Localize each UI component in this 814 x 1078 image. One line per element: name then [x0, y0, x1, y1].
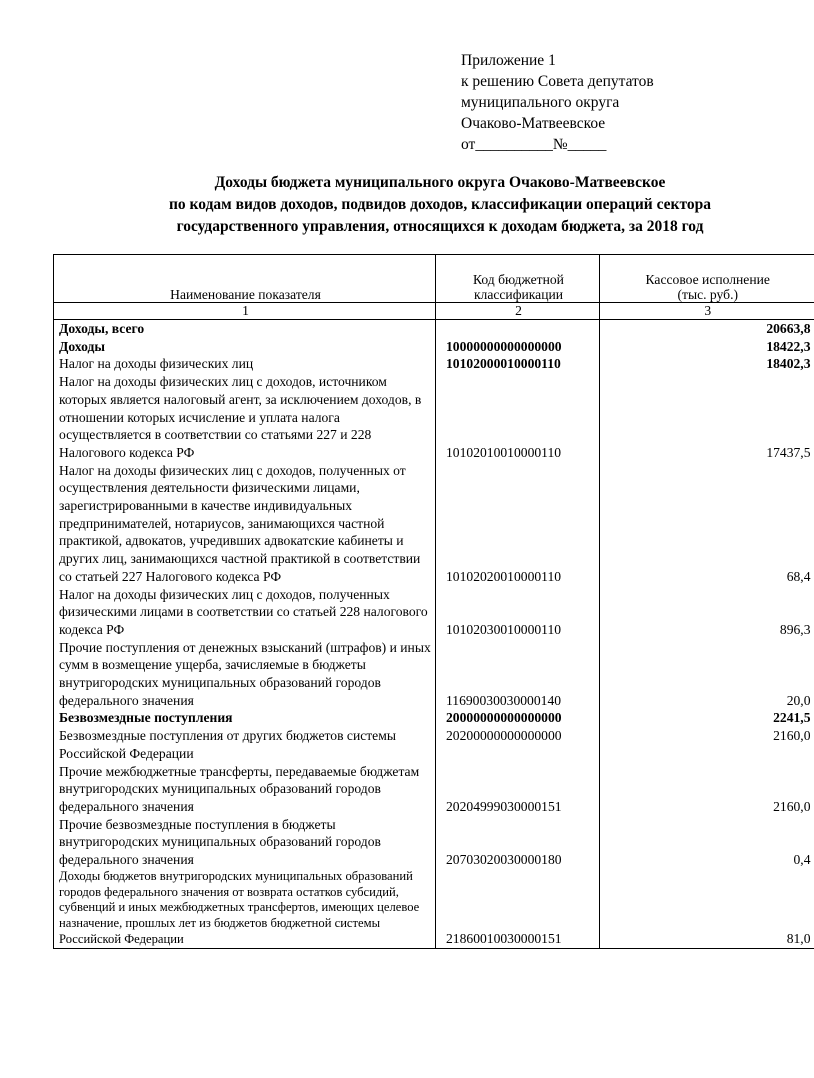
table-row: [54, 709, 814, 727]
row-code: [436, 320, 600, 338]
table-row: [54, 355, 814, 373]
row-code: 10102030010000110: [436, 586, 600, 639]
row-amount: 0,4: [600, 816, 814, 869]
table-row: [54, 639, 814, 710]
column-number-row: [54, 303, 814, 320]
column-number: 3: [600, 303, 814, 320]
title-line: по кодам видов доходов, подвидов доходов, классификации операций сектора: [168, 196, 711, 213]
row-amount: 2160,0: [600, 727, 814, 762]
document-title: [110, 172, 770, 238]
row-name: Налог на доходы физических лиц с доходов, полученных от осуществления деятельности физическими лицами, зарегистрированными в качестве индивидуальных предпринимателей, нотариусов, занимающихся частной практикой, адвокатов, учредивших адвокатские кабинеты и других лиц, занимающихся частной практикой в соответствии со статьей 227 Налогового кодекса РФ: [54, 462, 436, 586]
approval-line: муниципального округа: [461, 94, 620, 111]
row-amount: 18402,3: [600, 355, 814, 373]
approval-block: [461, 50, 654, 155]
column-number: 1: [54, 303, 436, 320]
table-row: [54, 586, 814, 639]
row-code: 20204999030000151: [436, 763, 600, 816]
table-row: [54, 763, 814, 816]
row-code: 10102010010000110: [436, 373, 600, 462]
row-name: Прочие межбюджетные трансферты, передаваемые бюджетам внутригородских муниципальных образований городов федерального значения: [54, 763, 436, 816]
row-name: Налог на доходы физических лиц с доходов, источником которых является налоговый агент, за исключением доходов, в отношении которых исчисление и уплата налога осуществляется в соответствии со статьями 227 и 228 Налогового кодекса РФ: [54, 373, 436, 462]
table-row: [54, 869, 814, 948]
header-code-line2: классификации: [473, 287, 564, 302]
table-row: [54, 338, 814, 356]
header-amount-line1: Кассовое исполнение: [645, 272, 770, 287]
table-row: [54, 816, 814, 869]
row-code: 10102020010000110: [436, 462, 600, 586]
row-name: Прочие поступления от денежных взысканий (штрафов) и иных сумм в возмещение ущерба, зачисляемые в бюджеты внутригородских муниципальных образований городов федерального значения: [54, 639, 436, 710]
title-line: государственного управления, относящихся к доходам бюджета, за 2018 год: [176, 218, 704, 235]
row-code: 20200000000000000: [436, 727, 600, 762]
income-table: [53, 254, 814, 949]
table-row: [54, 373, 814, 462]
title-line: Доходы бюджета муниципального округа Очаково-Матвеевское: [214, 174, 666, 191]
row-name: Налог на доходы физических лиц с доходов, полученных физическими лицами в соответствии со статьей 228 налогового кодекса РФ: [54, 586, 436, 639]
row-amount: 18422,3: [600, 338, 814, 356]
row-amount: 896,3: [600, 586, 814, 639]
row-amount: 20,0: [600, 639, 814, 710]
row-amount: 17437,5: [600, 373, 814, 462]
header-code-line1: Код бюджетной: [473, 272, 564, 287]
header-amount-line2: (тыс. руб.): [677, 287, 738, 302]
row-name: Доходы, всего: [54, 320, 436, 338]
row-code: 20703020030000180: [436, 816, 600, 869]
approval-line: Очаково-Матвеевское: [461, 115, 606, 132]
row-amount: 2160,0: [600, 763, 814, 816]
table-row: [54, 462, 814, 586]
header-amount: [600, 255, 814, 303]
row-code: 10102000010000110: [436, 355, 600, 373]
row-name: Налог на доходы физических лиц: [54, 355, 436, 373]
row-code: 21860010030000151: [436, 869, 600, 948]
row-amount: 20663,8: [600, 320, 814, 338]
table-header-row: [54, 255, 814, 303]
table-row: [54, 727, 814, 762]
approval-line: от__________№_____: [461, 136, 607, 153]
row-name: Прочие безвозмездные поступления в бюджеты внутригородских муниципальных образований городов федерального значения: [54, 816, 436, 869]
row-amount: 2241,5: [600, 709, 814, 727]
row-name: Доходы: [54, 338, 436, 356]
row-amount: 68,4: [600, 462, 814, 586]
row-amount: 81,0: [600, 869, 814, 948]
approval-line: к решению Совета депутатов: [461, 73, 654, 90]
row-name: Безвозмездные поступления: [54, 709, 436, 727]
row-name: Безвозмездные поступления от других бюджетов системы Российской Федерации: [54, 727, 436, 762]
row-code: 20000000000000000: [436, 709, 600, 727]
table-row: [54, 320, 814, 338]
row-code: 10000000000000000: [436, 338, 600, 356]
column-number: 2: [436, 303, 600, 320]
header-name-label: Наименование показателя: [170, 287, 321, 302]
row-code: 11690030030000140: [436, 639, 600, 710]
row-name: Доходы бюджетов внутригородских муниципальных образований городов федерального значения от возврата остатков субсидий, субвенций и иных межбюджетных трансфертов, имеющих целевое назначение, прошлых лет из бюджетов бюджетной системы Российской Федерации: [54, 869, 436, 948]
header-name: [54, 255, 436, 303]
header-code: [436, 255, 600, 303]
approval-line: Приложение 1: [461, 52, 556, 69]
